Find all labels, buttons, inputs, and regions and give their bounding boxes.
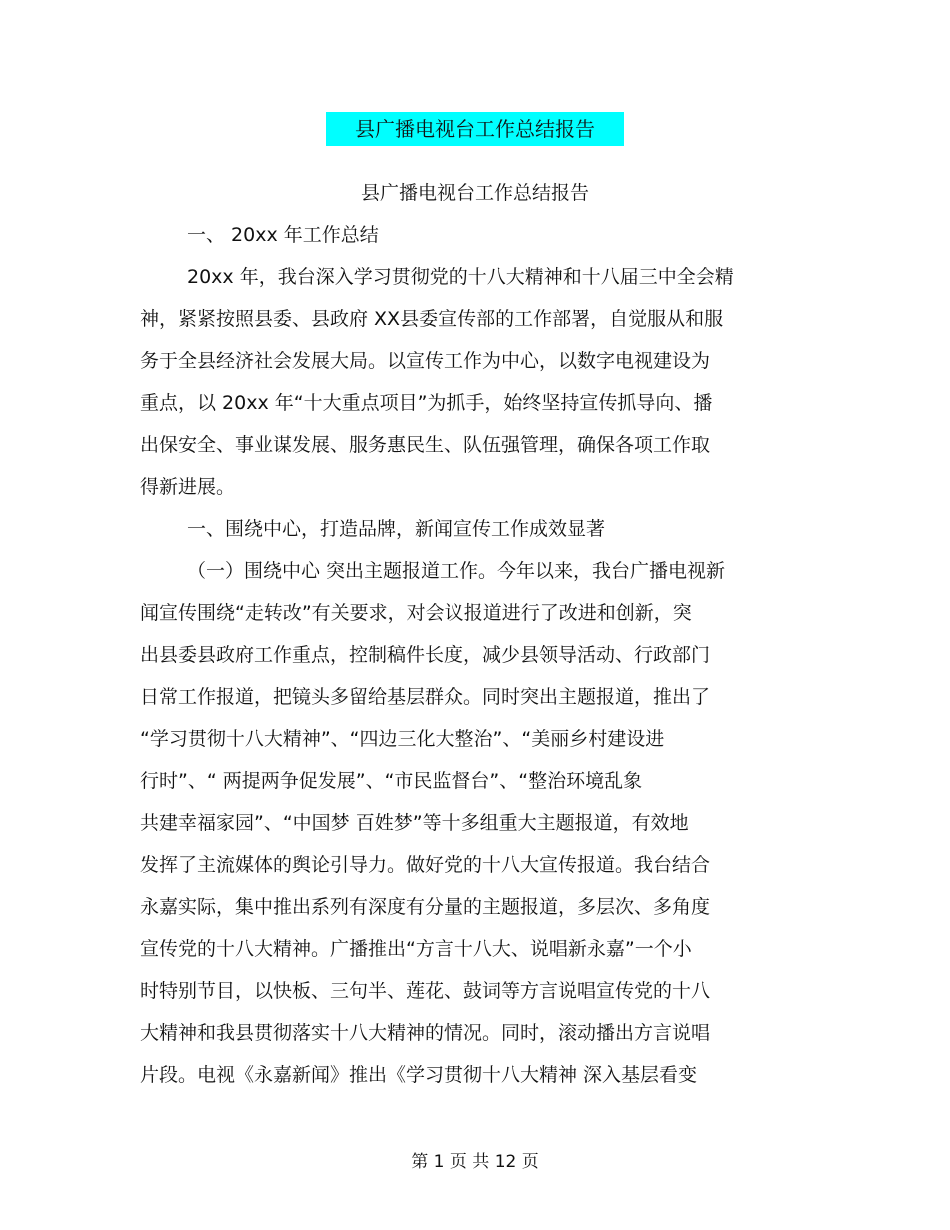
paragraph-line: 片段。电视《永嘉新闻》推出《学习贯彻十八大精神 深入基层看变 bbox=[140, 1064, 698, 1086]
paragraph-line: 大精神和我县贯彻落实十八大精神的情况。同时，滚动播出方言说唱 bbox=[140, 1022, 711, 1044]
paragraph-line: 神，紧紧按照县委、县政府 XX县委宣传部的工作部署，自觉服从和服 bbox=[140, 308, 724, 330]
paragraph-line: “学习贯彻十八大精神”、“四边三化大整治”、“美丽乡村建设进 bbox=[140, 728, 665, 750]
paragraph-line: 20xx 年，我台深入学习贯彻党的十八大精神和十八届三中全会精 bbox=[187, 266, 734, 288]
document-title bbox=[326, 112, 624, 146]
paragraph-line: 得新进展。 bbox=[140, 476, 236, 498]
paragraph-line: 共建幸福家园”、“中国梦 百姓梦”等十多组重大主题报道，有效地 bbox=[140, 812, 689, 834]
paragraph-line: 时特别节目，以快板、三句半、莲花、鼓词等方言说唱宣传党的十八 bbox=[140, 980, 711, 1002]
paragraph-line: 出县委县政府工作重点，控制稿件长度，减少县领导活动、行政部门 bbox=[140, 644, 711, 666]
paragraph-line: 行时”、“ 两提两争促发展”、“市民监督台”、“整治环境乱象 bbox=[140, 770, 643, 792]
paragraph-line: 务于全县经济社会发展大局。以宣传工作为中心，以数字电视建设为 bbox=[140, 350, 711, 372]
section-heading: 一、围绕中心，打造品牌，新闻宣传工作成效显著 bbox=[187, 518, 606, 540]
paragraph-line: 永嘉实际，集中推出系列有深度有分量的主题报道，多层次、多角度 bbox=[140, 896, 711, 918]
paragraph-line: 出保安全、事业谋发展、服务惠民生、队伍强管理，确保各项工作取 bbox=[140, 434, 711, 456]
paragraph-line: 发挥了主流媒体的舆论引导力。做好党的十八大宣传报道。我台结合 bbox=[140, 854, 711, 876]
paragraph-line: 宣传党的十八大精神。广播推出“方言十八大、说唱新永嘉”一个小 bbox=[140, 938, 692, 960]
section-heading: 一、 20xx 年工作总结 bbox=[187, 224, 379, 246]
page-footer: 第 1 页 共 12 页 bbox=[411, 1152, 539, 1172]
paragraph-line: 日常工作报道，把镜头多留给基层群众。同时突出主题报道，推出了 bbox=[140, 686, 711, 708]
paragraph-line: 重点，以 20xx 年“十大重点项目”为抓手，始终坚持宣传抓导向、播 bbox=[140, 392, 713, 414]
paragraph-line: （一）围绕中心 突出主题报道工作。今年以来，我台广播电视新 bbox=[187, 560, 726, 582]
document-title-text: 县广播电视台工作总结报告 bbox=[355, 117, 595, 141]
paragraph-line: 闻宣传围绕“走转改”有关要求，对会议报道进行了改进和创新，突 bbox=[140, 602, 692, 624]
document-subtitle: 县广播电视台工作总结报告 bbox=[360, 182, 589, 204]
